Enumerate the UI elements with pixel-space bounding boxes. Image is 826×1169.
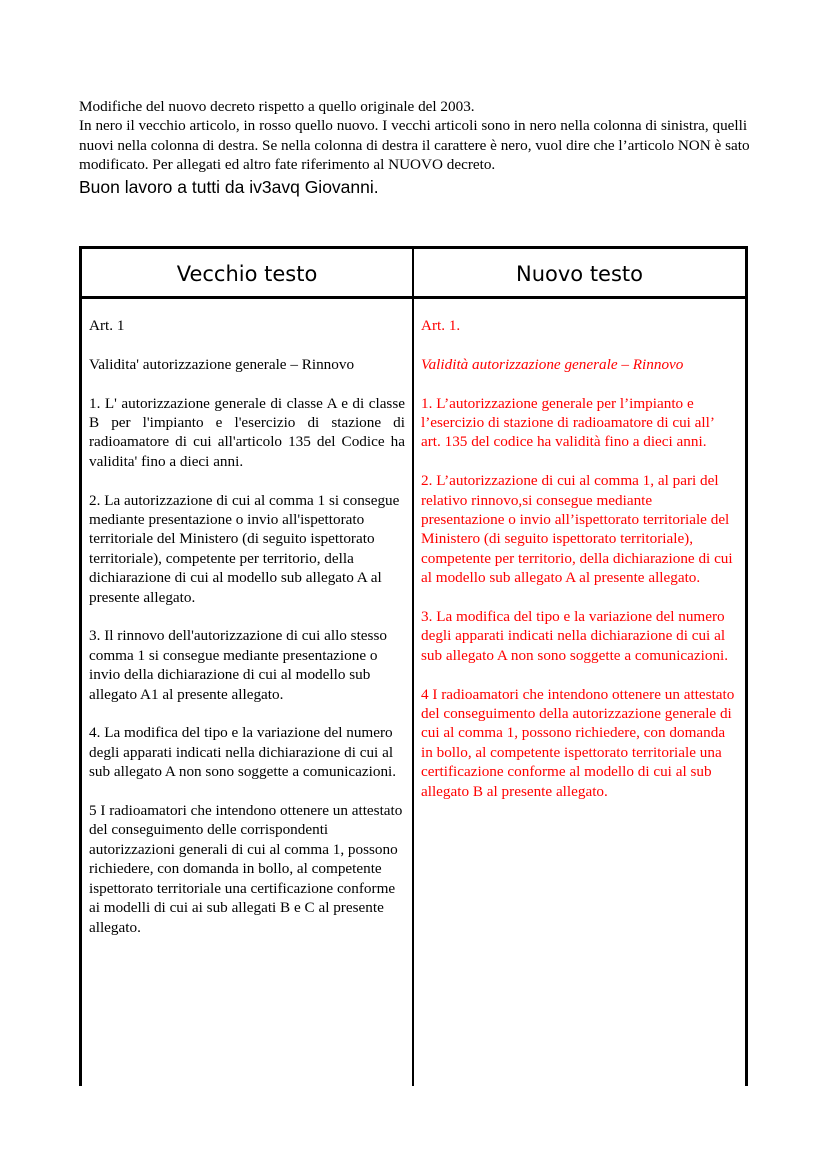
old-paragraph-5: 5 I radioamatori che intendono ottenere un attestato del conseguimento delle corrispondenti autorizzazioni generali di cui al comma 1, possono richiedere, con domanda in bollo, al competente ispettorato territoriale una certificazione conforme ai modelli di cui ai sub allegati B e C al presente allegato. [89, 802, 403, 936]
new-text-column [421, 316, 737, 820]
new-article-title: Validità autorizzazione generale – Rinnovo [421, 355, 684, 373]
new-paragraph-2: 2. L’autorizzazione di cui al comma 1, al pari del relativo rinnovo,si consegue mediante presentazione o invio all’ispettorato territoriale del Ministero (di seguito ispettorato territoriale), competente per territorio, della dichiarazione di cui al modello sub allegato A al presente allegato. [421, 472, 733, 587]
table-middle-divider [412, 246, 414, 1086]
table-right-border [745, 246, 748, 1086]
comparison-table [79, 246, 748, 1086]
header-old-text: Vecchio testo [176, 261, 318, 286]
intro-line-2: In nero il vecchio articolo, in rosso quello nuovo. I vecchi articoli sono in nero nella colonna di sinistra, quelli nuovi nella colonna di destra. Se nella colonna di destra il carattere è nero, vuol dire che l’articolo NON è sato modificato. Per allegati ed altro fate riferimento al NUOVO decreto. [79, 117, 750, 174]
old-article-title: Validita' autorizzazione generale – Rinnovo [89, 355, 355, 373]
new-paragraph-4: 4 I radioamatori che intendono ottenere un attestato del conseguimento della autorizzazione generale di cui al comma 1, possono richiedere, con domanda in bollo, al competente ispettorato territoriale una certificazione conforme al modello di cui al sub allegato B al presente allegato. [421, 685, 735, 800]
old-paragraph-2: 2. La autorizzazione di cui al comma 1 si consegue mediante presentazione o invio all'ispettorato territoriale del Ministero (di seguito ispettorato territoriale), competente per territorio, della dichiarazione di cui al modello sub allegato A al presente allegato. [89, 491, 400, 606]
intro-signature: Buon lavoro a tutti da iv3avq Giovanni. [79, 176, 379, 197]
header-new-text: Nuovo testo [516, 261, 643, 286]
table-left-border [79, 246, 82, 1086]
new-paragraph-1: 1. L’autorizzazione generale per l’impianto e l’esercizio di stazione di radioamatore di cui all’ art. 135 del codice ha validità fino a dieci anni. [421, 394, 714, 451]
old-paragraph-1: 1. L' autorizzazione generale di classe A e di classe B per l'impianto e l'esercizio di stazione di radioamatore di cui all'articolo 135 del Codice ha validita' fino a dieci anni. [89, 394, 405, 470]
old-article-number: Art. 1 [89, 317, 125, 334]
intro-block [79, 97, 759, 198]
intro-line-1: Modifiche del nuovo decreto rispetto a quello originale del 2003. [79, 98, 475, 115]
new-paragraph-3: 3. La modifica del tipo e la variazione del numero degli apparati indicati nella dichiarazione di cui al sub allegato A non sono soggette a comunicazioni. [421, 608, 729, 664]
new-article-number: Art. 1. [421, 317, 461, 334]
old-paragraph-4: 4. La modifica del tipo e la variazione del numero degli apparati indicati nella dichiarazione di cui al sub allegato A non sono soggette a comunicazioni. [89, 724, 397, 781]
old-text-column [89, 316, 405, 956]
old-paragraph-3: 3. Il rinnovo dell'autorizzazione di cui allo stesso comma 1 si consegue mediante presentazione o invio della dichiarazione di cui al modello sub allegato A1 al presente allegato. [89, 627, 387, 703]
